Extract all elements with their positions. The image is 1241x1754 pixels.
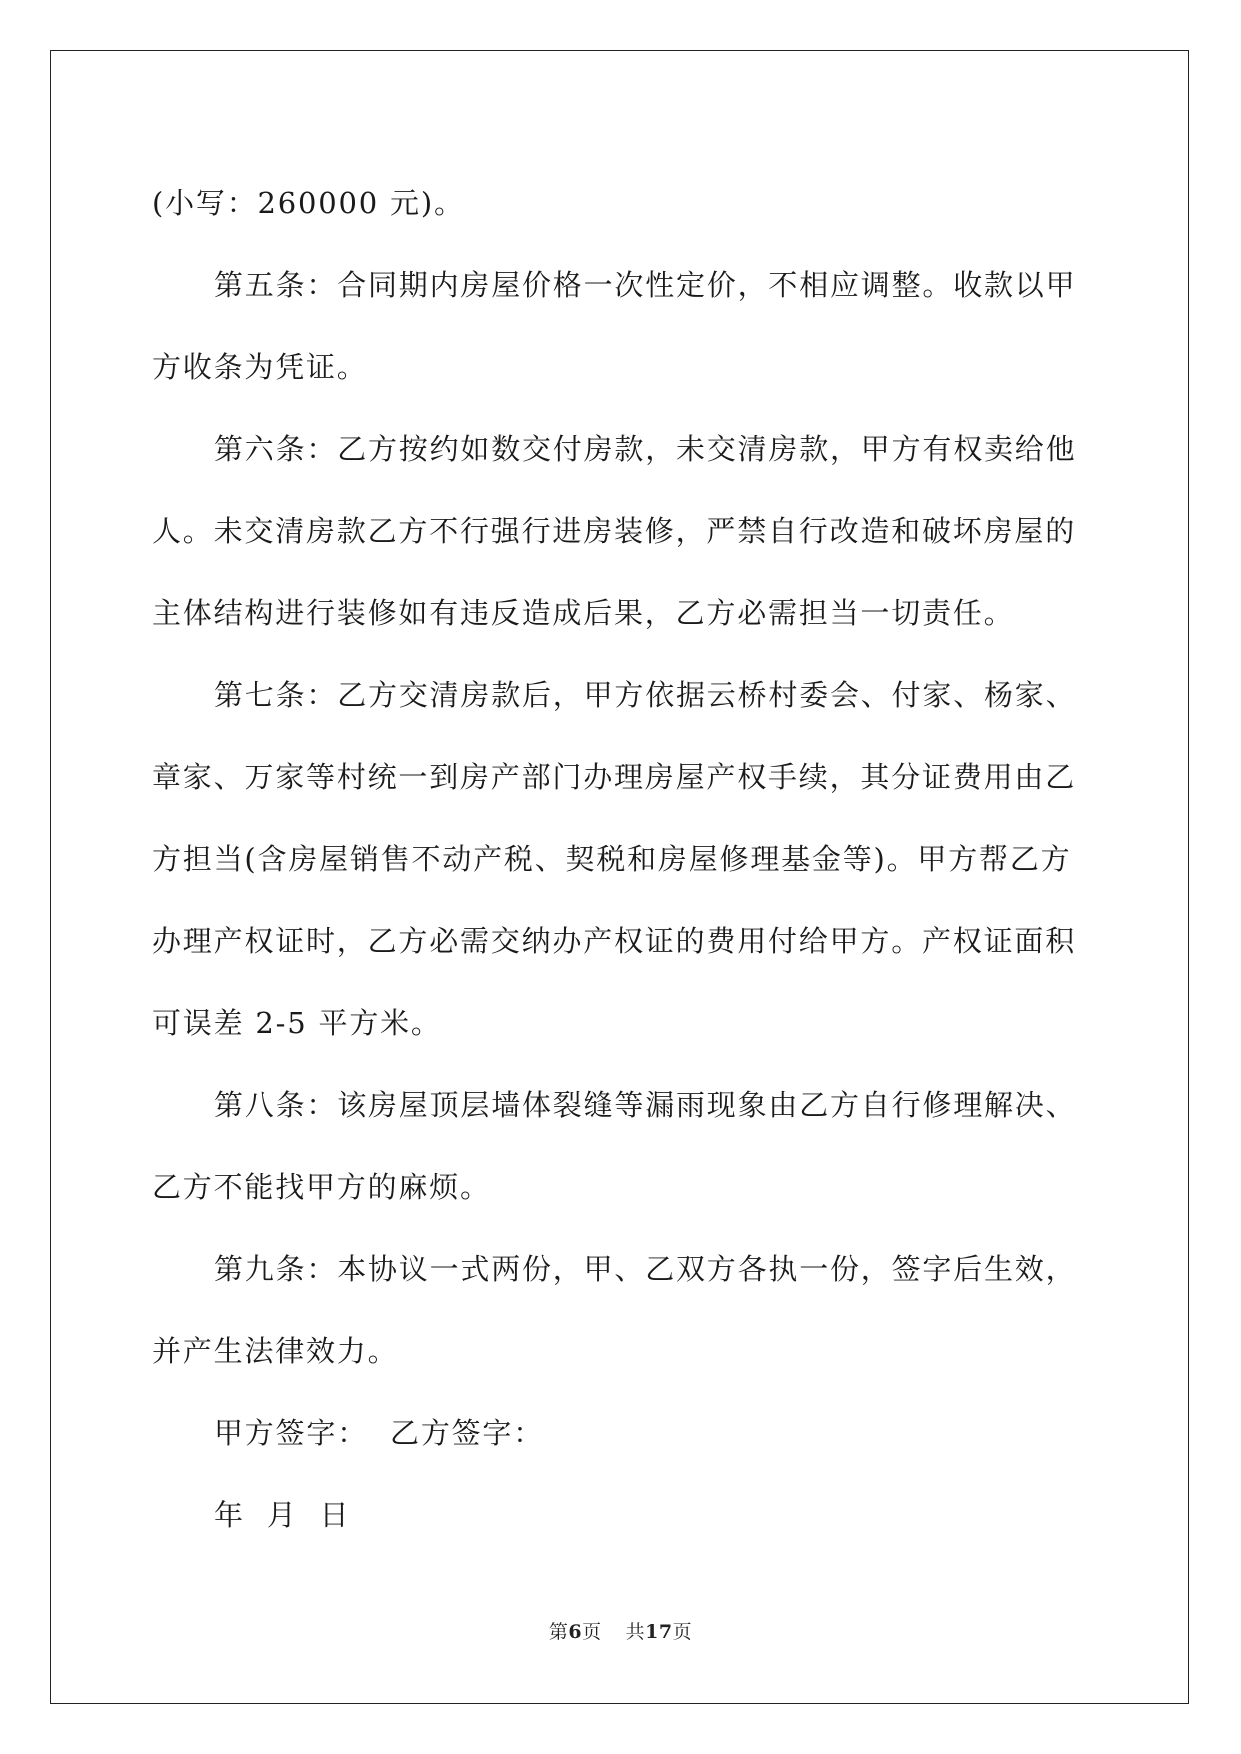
date-line: 年 月 日	[214, 1498, 351, 1532]
text-line: 主体结构进行装修如有违反造成后果，乙方必需担当一切责任。	[152, 596, 1015, 630]
text-line: 办理产权证时，乙方必需交纳办产权证的费用付给甲方。产权证面积	[152, 924, 1077, 958]
current-page-number: 6	[568, 1621, 583, 1643]
footer-total-unit: 页	[672, 1621, 693, 1643]
paragraph-article-8	[152, 1064, 1092, 1228]
text-line: 第七条：乙方交清房款后，甲方依据云桥村委会、付家、杨家、	[214, 678, 1077, 712]
text-line: 第九条：本协议一式两份，甲、乙双方各执一份，签字后生效，	[214, 1252, 1077, 1286]
signature-line: 甲方签字： 乙方签字：	[214, 1416, 545, 1450]
paragraph-article-5	[152, 244, 1092, 408]
text-line: 方收条为凭证。	[152, 350, 368, 384]
paragraph-signatures	[152, 1392, 1092, 1474]
footer-total-prefix: 共	[625, 1621, 646, 1643]
text-line: 第五条：合同期内房屋价格一次性定价，不相应调整。收款以甲	[214, 268, 1077, 302]
paragraph-date	[152, 1474, 1092, 1556]
text-line: 人。未交清房款乙方不行强行进房装修，严禁自行改造和破坏房屋的	[152, 514, 1077, 548]
total-page-count: 17	[645, 1621, 673, 1643]
text-line: 并产生法律效力。	[152, 1334, 399, 1368]
document-body	[152, 162, 1092, 1556]
page-footer	[0, 1617, 1241, 1644]
footer-prefix: 第	[548, 1621, 569, 1643]
text-line: 方担当(含房屋销售不动产税、契税和房屋修理基金等)。甲方帮乙方	[152, 842, 1072, 876]
paragraph-article-9	[152, 1228, 1092, 1392]
paragraph-article-6	[152, 408, 1092, 654]
text-line: 章家、万家等村统一到房产部门办理房屋产权手续，其分证费用由乙	[152, 760, 1077, 794]
text-line: 第六条：乙方按约如数交付房款，未交清房款，甲方有权卖给他	[214, 432, 1077, 466]
paragraph-article-7	[152, 654, 1092, 1064]
text-line: 乙方不能找甲方的麻烦。	[152, 1170, 491, 1204]
paragraph-price-amount	[152, 162, 1092, 244]
text-line: (小写：260000 元)。	[152, 186, 465, 220]
text-line: 第八条：该房屋顶层墙体裂缝等漏雨现象由乙方自行修理解决、	[214, 1088, 1077, 1122]
footer-page-unit: 页	[582, 1621, 602, 1643]
text-line: 可误差 2-5 平方米。	[152, 1006, 442, 1040]
